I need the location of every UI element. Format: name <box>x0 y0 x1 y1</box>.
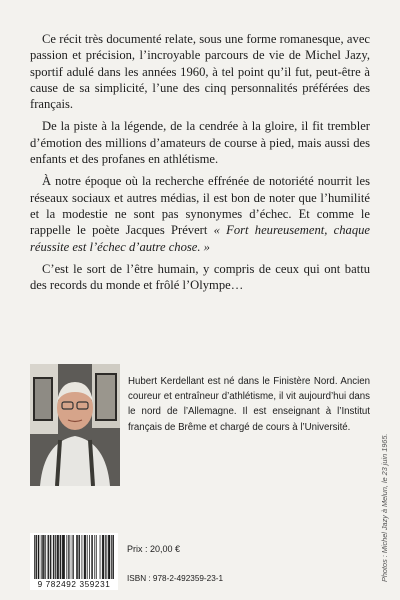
author-photo <box>30 364 120 486</box>
barcode-bar <box>55 535 56 579</box>
barcode-bar <box>112 535 113 579</box>
barcode-bar <box>36 535 37 579</box>
barcode-bar <box>76 535 77 579</box>
barcode-bar <box>105 535 106 579</box>
photo-credit: Photos : Michel Jazy à Melun, le 23 juin 1965. <box>380 433 389 582</box>
barcode-bar <box>106 535 107 579</box>
barcode-bar <box>87 535 88 579</box>
barcode-digits: 9 782492 359231 <box>37 580 111 589</box>
barcode-bar <box>43 535 44 579</box>
barcode-bar <box>57 535 58 579</box>
barcode-bar <box>111 535 112 579</box>
barcode-bars <box>30 535 118 581</box>
barcode-bar <box>108 535 109 579</box>
barcode-bar <box>73 535 74 579</box>
barcode-bar <box>51 535 52 579</box>
back-cover-blurb <box>30 31 370 293</box>
isbn-label: ISBN : 978-2-492359-23-1 <box>127 574 224 583</box>
barcode-bar <box>109 535 110 579</box>
isbn-barcode <box>30 533 118 590</box>
barcode-bar <box>64 535 65 579</box>
barcode-bar <box>100 535 101 579</box>
barcode-bar <box>103 535 104 579</box>
blurb-paragraph: C’est le sort de l’être humain, y compris de ceux qui ont battu des records du monde et frôlé l’Olympe… <box>30 261 370 293</box>
barcode-bar <box>82 535 83 579</box>
barcode-bar <box>50 535 51 579</box>
barcode-bar <box>44 535 45 579</box>
barcode-bar <box>57 535 58 579</box>
barcode-bar <box>72 535 73 579</box>
barcode-bar <box>54 535 55 579</box>
price-label: Prix : 20,00 € <box>127 544 181 554</box>
barcode-bar <box>77 535 78 579</box>
barcode-bar <box>60 535 61 579</box>
barcode-bar <box>39 535 40 579</box>
barcode-bar <box>45 535 46 579</box>
barcode-bar <box>89 535 90 579</box>
barcode-bar <box>38 535 39 579</box>
barcode-bar <box>53 535 54 579</box>
barcode-bar <box>41 535 42 579</box>
barcode-bar <box>58 535 59 579</box>
barcode-bar <box>79 535 80 579</box>
barcode-bar <box>96 535 97 579</box>
barcode-bar <box>85 535 86 579</box>
barcode-bar <box>48 535 49 579</box>
barcode-bar <box>63 535 64 579</box>
blurb-paragraph: Ce récit très documenté relate, sous une forme romanesque, avec passion et précision, l’incroyable parcours de vie de Michel Jazy, sportif adulé dans les années 1960, à tel point qu’il fut, peut-être à cause de sa simplicité, l’une des cinq personnalités préférées des français. <box>30 32 370 112</box>
barcode-bar <box>60 535 61 579</box>
prevert-quote: « Fort heureusement, chaque réussite est l’échec d’autre chose. » <box>30 223 370 254</box>
barcode-bar <box>68 535 69 579</box>
barcode-bar <box>42 535 43 579</box>
blurb-paragraph: De la piste à la légende, de la cendrée à la gloire, il fit trembler d’émotion des millions d’amateurs de course à pied, mais aussi des enfants et des profanes en athlétisme. <box>30 119 370 167</box>
blurb-paragraph <box>30 173 370 254</box>
barcode-bar <box>92 535 93 579</box>
barcode-bar <box>102 535 103 579</box>
barcode-bar <box>63 535 64 579</box>
barcode-bar <box>85 535 86 579</box>
barcode-bar <box>113 535 114 579</box>
barcode-bar <box>79 535 80 579</box>
barcode-bar <box>36 535 37 579</box>
blurb-text: À notre époque où la recherche effrénée de notoriété nourrit les réseaux sociaux et autres médias, il est bon de noter que l’humilité et la modestie ne sont pas synonymes d’échec. Et comme le rappelle le poète Jacques Prévert <box>30 174 370 238</box>
barcode-bar <box>34 535 35 579</box>
barcode-bar <box>62 535 63 579</box>
barcode-bar <box>91 535 92 579</box>
author-biography: Hubert Kerdellant est né dans le Finistère Nord. Ancien coureur et entraîneur d’athlétisme, il vit aujourd’hui dans le nord de l’Allemagne. Il est enseignant à l’Institut français de Brême et chargé de cours à l’Université. <box>128 376 370 433</box>
barcode-bar <box>48 535 49 579</box>
barcode-bar <box>103 535 104 579</box>
barcode-bar <box>94 535 95 579</box>
barcode-bar <box>66 535 67 579</box>
barcode-bar <box>84 535 85 579</box>
barcode-bar <box>109 535 110 579</box>
author-portrait-image <box>30 364 120 486</box>
barcode-bar <box>69 535 70 579</box>
